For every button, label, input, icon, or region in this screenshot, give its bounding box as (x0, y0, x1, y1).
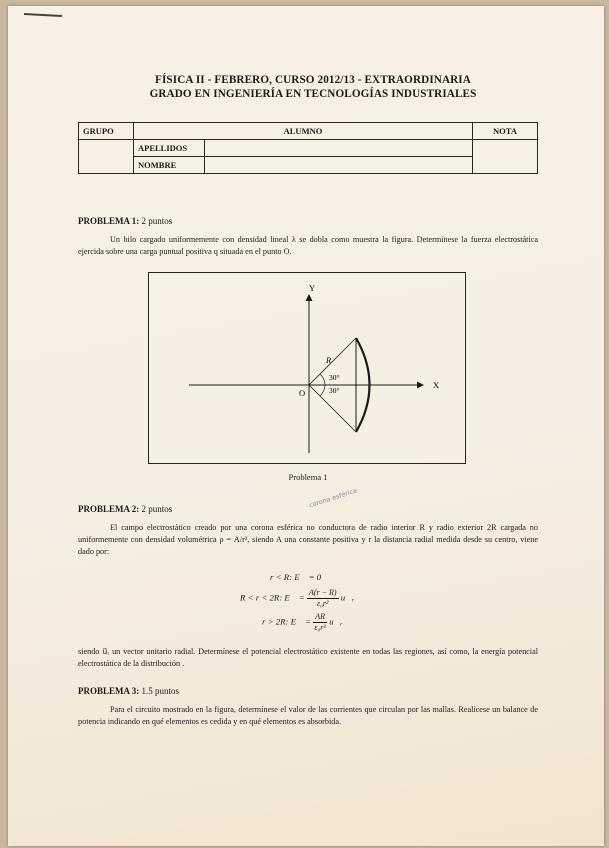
wire-diagram (149, 273, 465, 463)
problem1-figure (148, 272, 466, 464)
eq3-fraction (313, 612, 327, 633)
grupo-header: GRUPO (79, 123, 134, 140)
alumno-header: ALUMNO (134, 123, 473, 140)
problem1-points: 2 puntos (141, 216, 173, 226)
problem3-points: 1.5 puntos (141, 686, 180, 696)
problem2-heading (78, 504, 172, 514)
problem1-label: PROBLEMA 1: (78, 216, 140, 226)
grupo-cell (79, 140, 134, 174)
pencil-annotation: corona esférica (307, 486, 358, 510)
exam-subtitle: GRADO EN INGENIERÍA EN TECNOLOGÍAS INDUSTRIALES (149, 88, 477, 100)
problem3-heading (78, 686, 179, 696)
exam-page (8, 6, 604, 846)
problem2-text2: siendo u⃗ᵣ un vector unitario radial. Determínese el potencial electrostático existente en todas las regiones, así como, la energía potencial electrostática de la distribución . (78, 647, 538, 668)
x-axis-label: X (433, 380, 440, 390)
nota-header: NOTA (473, 123, 538, 140)
angle-upper-label: 30° (329, 373, 340, 382)
eq3-lhs: r > 2R: E⃗ = (262, 616, 312, 627)
problem2-points: 2 puntos (141, 504, 173, 514)
field-equation-inner: r < R: E⃗ = 0⃗ (270, 572, 329, 582)
apellidos-label: APELLIDOS (134, 140, 205, 157)
exam-title: FÍSICA II - FEBRERO, CURSO 2012/13 - EXTRAORDINARIA (155, 74, 471, 86)
pen-stroke-mark (24, 13, 62, 17)
problem3-label: PROBLEMA 3: (78, 686, 140, 696)
problem3-text: Para el circuito mostrado en la figura, determínese el valor de las corrientes que circulan por las mallas. Realícese un balance de potencia indicando en qué elementos es cedida y en qué elementos es absorbida. (78, 705, 538, 726)
problem1-heading (78, 216, 172, 226)
eq3-denominator: ε₀r² (314, 623, 326, 632)
eq2-lhs: R < r < 2R: E⃗ = (240, 592, 305, 603)
eq2-numerator: A(r − R) (308, 588, 337, 597)
eq2-denominator: ε₀r² (317, 599, 329, 608)
student-info-table (78, 122, 538, 174)
origin-label: O (299, 388, 306, 398)
field-equation-middle (240, 588, 354, 609)
problem2-text: El campo electrostático creado por una corona esférica no conductora de radio interior R y radio exterior 2R cargada no uniformemente con densidad volumétrica ρ = A/r², siendo A una constante positiva y r la distancia radial medida desde su centro, viene dado por: (78, 523, 538, 556)
eq2-fraction (307, 588, 339, 609)
nota-cell (473, 140, 538, 174)
eq2-unit-vector: u⃗ᵣ (340, 592, 355, 603)
nombre-label: NOMBRE (134, 157, 205, 174)
figure-caption: Problema 1 (288, 472, 328, 482)
angle-lower-label: 30° (329, 386, 340, 395)
apellidos-field (205, 140, 473, 157)
radius-label: R (326, 355, 332, 365)
field-equation-outer (262, 612, 343, 633)
y-axis-label: Y (309, 283, 316, 293)
problem2-label: PROBLEMA 2: (78, 504, 140, 514)
eq3-numerator: AR (315, 612, 325, 621)
nombre-field (205, 157, 473, 174)
eq3-unit-vector: u⃗ᵣ (329, 616, 343, 627)
problem1-text: Un hilo cargado uniformemente con densidad lineal λ se dobla como muestra la figura. Determínese la fuerza electrostática ejercida sobre una carga puntual positiva q situada en el punto O. (78, 235, 538, 256)
angle-arc-upper (320, 374, 325, 385)
angle-arc-lower (320, 385, 325, 396)
